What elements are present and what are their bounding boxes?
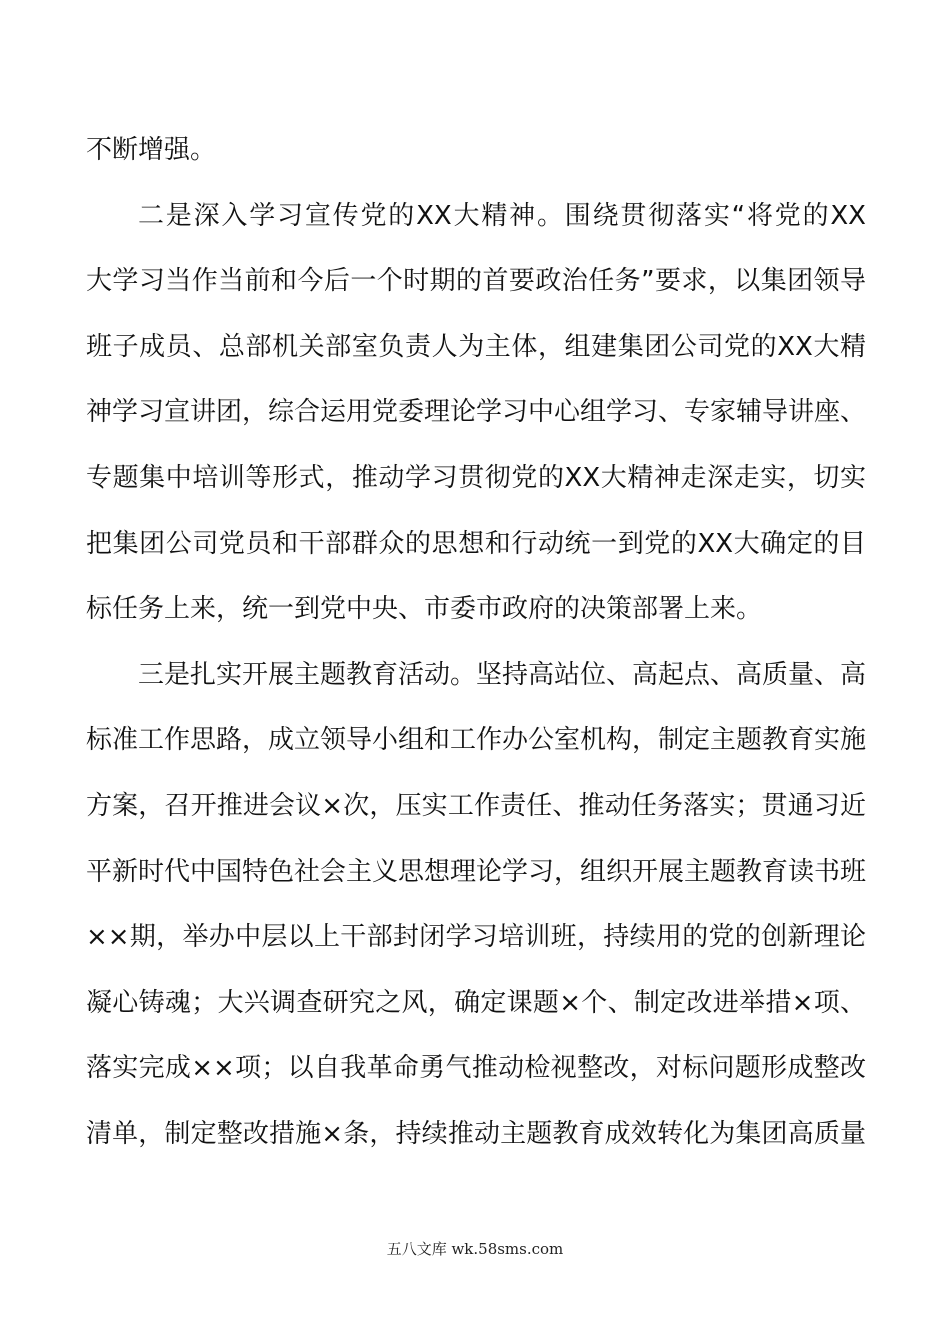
paragraph-2-line-2: 大学习当作当前和今后一个时期的首要政治任务”要求，以集团领导 <box>86 266 866 297</box>
paragraph-3-line-1: 三是扎实开展主题教育活动。坚持高站位、高起点、高质量、高 <box>138 659 866 690</box>
paragraph-1-line-1: 不断增强。 <box>86 135 217 165</box>
document-body <box>86 118 866 1168</box>
footer-watermark: 五八文库 wk.58sms.com <box>386 1240 564 1258</box>
paragraph-3-line-4: 平新时代中国特色社会主义思想理论学习，组织开展主题教育读书班 <box>86 856 866 887</box>
paragraph-2-line-7: 标任务上来，统一到党中央、市委市政府的决策部署上来。 <box>86 594 763 625</box>
paragraph-3-line-6: 凝心铸魂；大兴调查研究之风，确定课题×个、制定改进举措×项、 <box>86 987 866 1018</box>
paragraph-3-line-2: 标准工作思路，成立领导小组和工作办公室机构，制定主题教育实施 <box>86 725 866 756</box>
paragraph-2-line-4: 神学习宣讲团，综合运用党委理论学习中心组学习、专家辅导讲座、 <box>86 397 866 428</box>
paragraph-3-line-8: 清单，制定整改措施×条，持续推动主题教育成效转化为集团高质量 <box>86 1118 866 1149</box>
paragraph-3-line-7: 落实完成××项；以自我革命勇气推动检视整改，对标问题形成整改 <box>86 1053 866 1084</box>
paragraph-2-line-6: 把集团公司党员和干部群众的思想和行动统一到党的XX大确定的目 <box>86 528 866 559</box>
paragraph-2-line-5: 专题集中培训等形式，推动学习贯彻党的XX大精神走深走实，切实 <box>86 462 866 493</box>
paragraph-2-line-3: 班子成员、总部机关部室负责人为主体，组建集团公司党的XX大精 <box>86 331 866 362</box>
paragraph-3-line-5: ××期，举办中层以上干部封闭学习培训班，持续用的党的创新理论 <box>86 922 866 953</box>
paragraph-3-line-3: 方案，召开推进会议×次，压实工作责任、推动任务落实；贯通习近 <box>86 790 866 821</box>
paragraph-2-line-1: 二是深入学习宣传党的XX大精神。围绕贯彻落实“将党的XX <box>138 200 866 231</box>
